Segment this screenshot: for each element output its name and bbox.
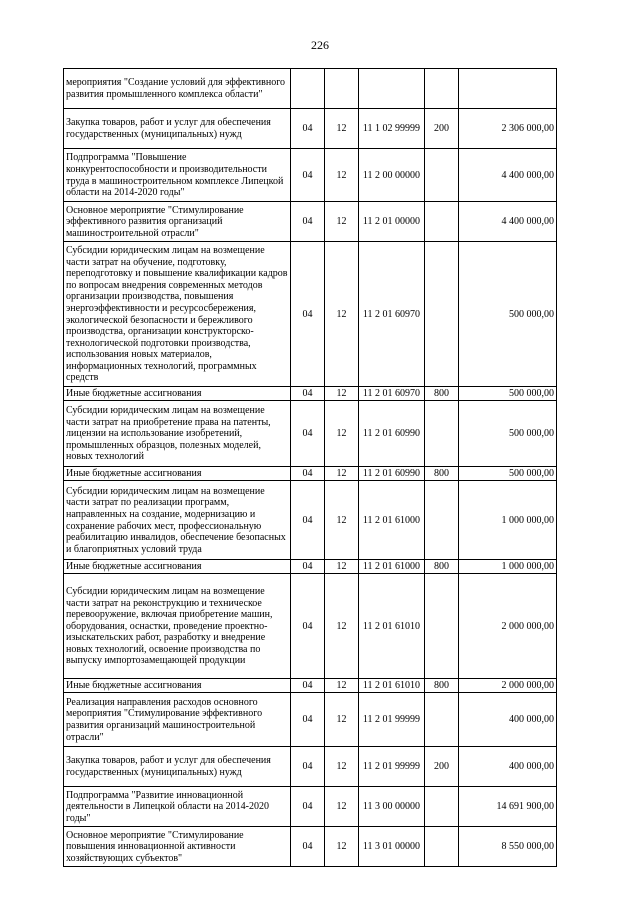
row-section: 04 [291, 560, 325, 574]
row-subsection: 12 [325, 467, 359, 481]
row-subsection: 12 [325, 574, 359, 679]
row-amount: 500 000,00 [459, 401, 557, 467]
row-target-article: 11 2 01 00000 [359, 202, 425, 242]
row-subsection: 12 [325, 787, 359, 827]
row-subsection: 12 [325, 242, 359, 387]
row-section: 04 [291, 467, 325, 481]
row-target-article: 11 2 01 60990 [359, 401, 425, 467]
row-expense-type: 200 [425, 747, 459, 787]
row-amount: 2 000 000,00 [459, 679, 557, 693]
row-section: 04 [291, 747, 325, 787]
row-amount: 400 000,00 [459, 693, 557, 747]
row-subsection: 12 [325, 401, 359, 467]
row-amount: 4 400 000,00 [459, 149, 557, 202]
row-amount: 500 000,00 [459, 387, 557, 401]
row-section: 04 [291, 401, 325, 467]
table-row [64, 747, 557, 787]
row-section: 04 [291, 109, 325, 149]
row-amount: 400 000,00 [459, 747, 557, 787]
budget-table [63, 68, 557, 867]
row-subsection: 12 [325, 109, 359, 149]
row-amount: 2 000 000,00 [459, 574, 557, 679]
table-row [64, 574, 557, 679]
row-target-article: 11 2 01 99999 [359, 693, 425, 747]
row-section: 04 [291, 574, 325, 679]
row-target-article: 11 2 01 61000 [359, 481, 425, 560]
row-name: Иные бюджетные ассигнования [64, 679, 291, 693]
row-subsection: 12 [325, 747, 359, 787]
row-section: 04 [291, 679, 325, 693]
row-section: 04 [291, 202, 325, 242]
row-name: Иные бюджетные ассигнования [64, 560, 291, 574]
row-name: Субсидии юридическим лицам на возмещение части затрат на приобретение права на патенты, лицензии на использование изобретений, промышленных образцов, полезных моделей, новых технологий [64, 401, 291, 467]
row-subsection: 12 [325, 679, 359, 693]
row-name: Подпрограмма "Развитие инновационной деятельности в Липецкой области на 2014-2020 годы" [64, 787, 291, 827]
row-expense-type [425, 574, 459, 679]
row-name: Основное мероприятие "Стимулирование эффективного развития организаций машиностроительной отрасли" [64, 202, 291, 242]
row-expense-type [425, 149, 459, 202]
row-expense-type [425, 69, 459, 109]
row-expense-type [425, 827, 459, 867]
row-section: 04 [291, 481, 325, 560]
row-amount: 14 691 900,00 [459, 787, 557, 827]
row-target-article: 11 2 01 60970 [359, 387, 425, 401]
row-subsection: 12 [325, 827, 359, 867]
table-row [64, 202, 557, 242]
row-name: Реализация направления расходов основного мероприятия "Стимулирование эффективного развития организаций машиностроительной отрасли" [64, 693, 291, 747]
row-amount: 500 000,00 [459, 467, 557, 481]
table-row [64, 387, 557, 401]
row-name: Закупка товаров, работ и услуг для обеспечения государственных (муниципальных) нужд [64, 747, 291, 787]
table-row [64, 827, 557, 867]
table-row [64, 481, 557, 560]
row-amount: 1 000 000,00 [459, 560, 557, 574]
row-subsection: 12 [325, 149, 359, 202]
row-target-article: 11 3 00 00000 [359, 787, 425, 827]
row-expense-type [425, 242, 459, 387]
row-expense-type: 200 [425, 109, 459, 149]
row-name: Подпрограмма "Повышение конкурентоспособности и производительности труда в машиностроительном комплексе Липецкой области на 2014-2020 годы" [64, 149, 291, 202]
row-target-article: 11 2 01 61010 [359, 679, 425, 693]
table-row [64, 787, 557, 827]
row-target-article: 11 2 01 99999 [359, 747, 425, 787]
row-target-article: 11 1 02 99999 [359, 109, 425, 149]
row-subsection: 12 [325, 560, 359, 574]
table-row [64, 679, 557, 693]
row-section: 04 [291, 149, 325, 202]
table-row [64, 467, 557, 481]
table-row [64, 69, 557, 109]
row-subsection [325, 69, 359, 109]
row-name: Субсидии юридическим лицам на возмещение части затрат на реконструкцию и техническое перевооружение, включая приобретение машин, оборудования, оснастки, проведение проектно-изыскательских работ, разработку и внедрение новых технологий, освоение производства по выпуску импортозамещающей продукции [64, 574, 291, 679]
row-target-article: 11 2 01 60990 [359, 467, 425, 481]
table-row [64, 242, 557, 387]
row-target-article: 11 3 01 00000 [359, 827, 425, 867]
row-amount: 8 550 000,00 [459, 827, 557, 867]
row-subsection: 12 [325, 202, 359, 242]
row-amount: 500 000,00 [459, 242, 557, 387]
row-section: 04 [291, 242, 325, 387]
row-expense-type [425, 787, 459, 827]
table-row [64, 109, 557, 149]
row-name: Иные бюджетные ассигнования [64, 387, 291, 401]
row-expense-type [425, 693, 459, 747]
row-section: 04 [291, 387, 325, 401]
row-name: Субсидии юридическим лицам на возмещение части затрат по реализации программ, направленных на создание, модернизацию и сохранение рабочих мест, профессиональную реабилитацию инвалидов, обеспечение безопасных и благоприятных условий труда [64, 481, 291, 560]
row-section: 04 [291, 787, 325, 827]
row-expense-type [425, 481, 459, 560]
row-amount: 2 306 000,00 [459, 109, 557, 149]
row-name: Основное мероприятие "Стимулирование повышения инновационной активности хозяйствующих субъектов" [64, 827, 291, 867]
row-target-article: 11 2 01 61010 [359, 574, 425, 679]
row-expense-type: 800 [425, 467, 459, 481]
page-number: 226 [311, 38, 329, 52]
row-name: Закупка товаров, работ и услуг для обеспечения государственных (муниципальных) нужд [64, 109, 291, 149]
row-target-article [359, 69, 425, 109]
table-row [64, 560, 557, 574]
row-name: Иные бюджетные ассигнования [64, 467, 291, 481]
row-expense-type: 800 [425, 387, 459, 401]
table-row [64, 149, 557, 202]
row-expense-type [425, 401, 459, 467]
row-name: Субсидии юридическим лицам на возмещение части затрат на обучение, подготовку, переподготовку и повышение квалификации кадров по вопросам внедрения современных методов организации производства, повышения энергоэффективности и ресурсосбережения, экологической безопасности и бережливого производства, организации конструкторско-технологической подготовки производства, использования новых материалов, информационных технологий, программных средств [64, 242, 291, 387]
row-name: мероприятия "Создание условий для эффективного развития промышленного комплекса области" [64, 69, 291, 109]
row-expense-type: 800 [425, 679, 459, 693]
row-amount [459, 69, 557, 109]
row-section: 04 [291, 693, 325, 747]
row-subsection: 12 [325, 387, 359, 401]
row-expense-type [425, 202, 459, 242]
row-target-article: 11 2 01 60970 [359, 242, 425, 387]
table-row [64, 401, 557, 467]
budget-table-body [64, 69, 557, 867]
row-target-article: 11 2 01 61000 [359, 560, 425, 574]
table-row [64, 693, 557, 747]
row-subsection: 12 [325, 693, 359, 747]
row-amount: 1 000 000,00 [459, 481, 557, 560]
row-section [291, 69, 325, 109]
row-subsection: 12 [325, 481, 359, 560]
row-expense-type: 800 [425, 560, 459, 574]
row-section: 04 [291, 827, 325, 867]
row-target-article: 11 2 00 00000 [359, 149, 425, 202]
row-amount: 4 400 000,00 [459, 202, 557, 242]
